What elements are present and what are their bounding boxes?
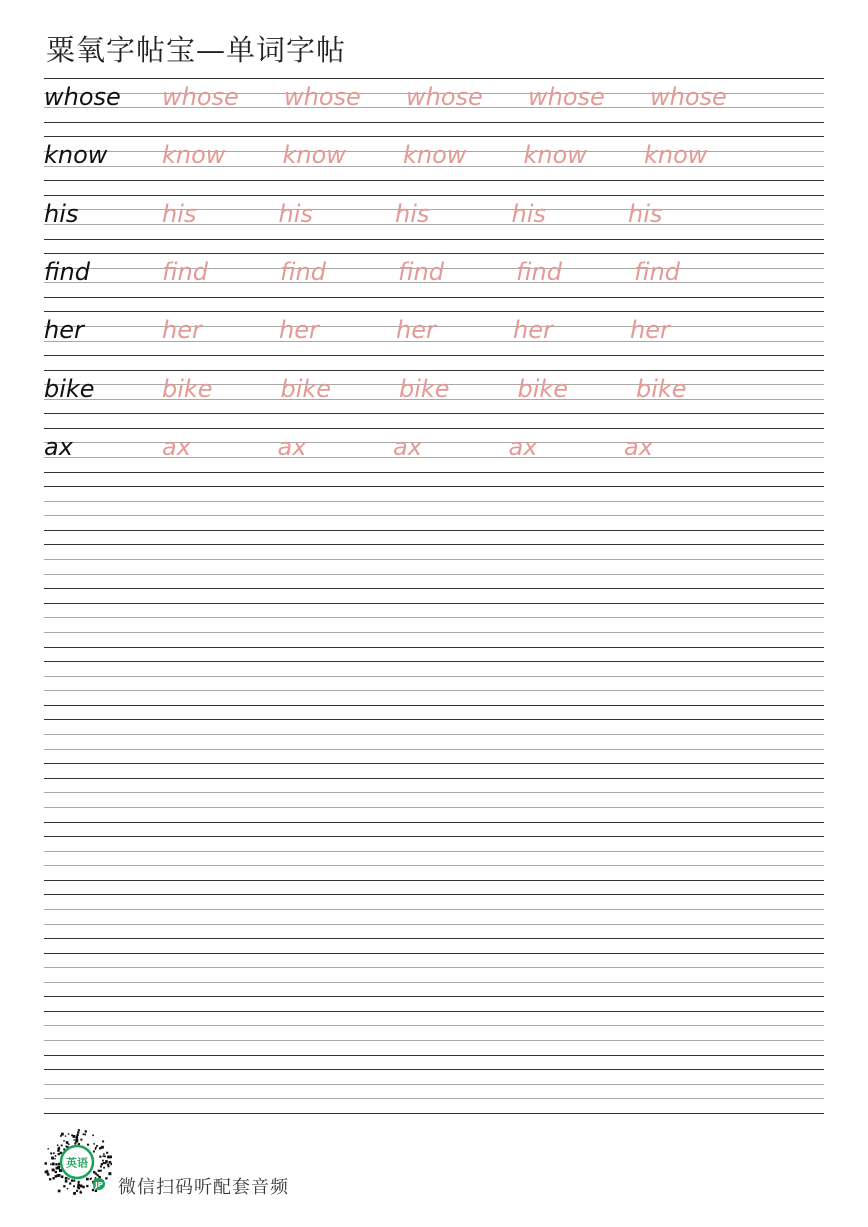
guide-line	[44, 909, 824, 910]
guide-line	[44, 851, 824, 852]
writing-line-group	[44, 1011, 824, 1055]
rule-line	[44, 180, 824, 181]
rule-line	[44, 938, 824, 939]
trace-word: bike	[162, 374, 213, 403]
rule-line	[44, 894, 824, 895]
qr-corner-label: JP	[95, 1181, 103, 1189]
rule-line	[44, 297, 824, 298]
trace-word: know	[162, 141, 226, 170]
trace-word: know	[403, 141, 467, 170]
model-word: his	[44, 199, 79, 228]
writing-sheet	[44, 78, 824, 1118]
trace-word: know	[644, 141, 708, 170]
writing-line-group	[44, 603, 824, 647]
trace-word: whose	[284, 83, 361, 111]
rule-line	[44, 486, 824, 487]
trace-word: ax	[508, 432, 538, 461]
guide-line	[44, 1098, 824, 1099]
guide-line	[44, 224, 824, 225]
page-title: 粟氧字帖宝—单词字帖	[46, 33, 347, 67]
rule-line	[44, 370, 824, 371]
writing-line-group	[44, 136, 824, 180]
guide-line	[44, 690, 824, 691]
guide-line	[44, 865, 824, 866]
trace-word: ax	[162, 432, 191, 461]
writing-line-group	[44, 778, 824, 822]
guide-line	[44, 676, 824, 677]
guide-line	[44, 1040, 824, 1041]
writing-line-group	[44, 661, 824, 705]
guide-line	[44, 442, 824, 443]
rule-line	[44, 953, 824, 954]
trace-word: his	[628, 199, 663, 228]
guide-line	[44, 749, 824, 750]
writing-line-group	[44, 311, 824, 355]
guide-line	[44, 617, 824, 618]
rule-line	[44, 1011, 824, 1012]
rule-line	[44, 195, 824, 196]
trace-word: find	[634, 257, 680, 286]
rule-line	[44, 588, 824, 589]
writing-line-group	[44, 428, 824, 472]
trace-word: find	[516, 257, 562, 286]
guide-line	[44, 807, 824, 808]
trace-word: bike	[517, 374, 569, 403]
model-word: know	[44, 141, 108, 170]
trace-word: bike	[636, 374, 687, 403]
rule-line	[44, 355, 824, 356]
guide-line	[44, 1025, 824, 1026]
guide-line	[44, 734, 824, 735]
trace-word: ax	[393, 432, 422, 461]
writing-line-group	[44, 486, 824, 530]
trace-word: find	[398, 257, 444, 286]
rule-line	[44, 472, 824, 473]
trace-word: ax	[624, 432, 653, 461]
writing-line-group	[44, 544, 824, 588]
model-word: ax	[44, 432, 73, 461]
guide-line	[44, 967, 824, 968]
guide-line	[44, 457, 824, 458]
rule-line	[44, 603, 824, 604]
trace-word: bike	[399, 374, 450, 403]
model-word: find	[44, 257, 90, 286]
guide-line	[44, 924, 824, 925]
guide-line	[44, 982, 824, 983]
trace-word: find	[162, 257, 208, 286]
guide-line	[44, 515, 824, 516]
trace-word: her	[279, 316, 319, 345]
writing-line-group	[44, 836, 824, 880]
rule-line	[44, 253, 824, 254]
writing-line-group	[44, 370, 824, 414]
rule-line	[44, 778, 824, 779]
guide-line	[44, 559, 824, 560]
rule-line	[44, 836, 824, 837]
trace-word: know	[282, 141, 346, 170]
writing-line-group	[44, 195, 824, 239]
writing-line-group	[44, 894, 824, 938]
trace-word: whose	[528, 83, 605, 111]
trace-word: her	[162, 316, 202, 345]
writing-line-group	[44, 953, 824, 997]
rule-line	[44, 530, 824, 531]
model-word: her	[44, 316, 84, 345]
rule-line	[44, 239, 824, 240]
trace-word: her	[396, 316, 436, 345]
rule-line	[44, 880, 824, 881]
scan-instruction: 微信扫码听配套音频	[118, 1177, 289, 1198]
rule-line	[44, 544, 824, 545]
rule-line	[44, 705, 824, 706]
rule-line	[44, 996, 824, 997]
rule-line	[44, 661, 824, 662]
qr-badge-label: 英语	[66, 1156, 88, 1170]
rule-line	[44, 136, 824, 137]
trace-word: his	[511, 199, 546, 228]
footer	[42, 1128, 442, 1200]
rule-line	[44, 763, 824, 764]
rule-line	[44, 413, 824, 414]
trace-word: find	[280, 257, 326, 286]
trace-word: his	[278, 199, 313, 228]
guide-line	[44, 792, 824, 793]
trace-word: whose	[650, 83, 727, 111]
writing-line-group	[44, 719, 824, 763]
rule-line	[44, 647, 824, 648]
guide-line	[44, 632, 824, 633]
trace-word: bike	[280, 374, 332, 403]
trace-word: whose	[406, 83, 483, 111]
rule-line	[44, 1055, 824, 1056]
writing-line-group	[44, 78, 824, 122]
writing-line-group	[44, 1069, 824, 1113]
guide-line	[44, 1084, 824, 1085]
trace-word: his	[162, 199, 197, 228]
rule-line	[44, 822, 824, 823]
model-word: whose	[44, 83, 121, 111]
rule-line	[44, 78, 824, 79]
guide-line	[44, 209, 824, 210]
trace-word: her	[630, 316, 670, 345]
qr-code-icon	[42, 1128, 112, 1198]
trace-word: whose	[162, 83, 239, 111]
rule-line	[44, 1069, 824, 1070]
trace-word: her	[513, 316, 553, 345]
rule-line	[44, 719, 824, 720]
rule-line	[44, 428, 824, 429]
writing-line-group	[44, 253, 824, 297]
guide-line	[44, 574, 824, 575]
model-word: bike	[44, 374, 95, 403]
trace-word: ax	[277, 432, 307, 461]
trace-word: know	[523, 141, 587, 170]
guide-line	[44, 501, 824, 502]
rule-line	[44, 122, 824, 123]
rule-line	[44, 311, 824, 312]
rule-line	[44, 1113, 824, 1114]
trace-word: his	[395, 199, 430, 228]
